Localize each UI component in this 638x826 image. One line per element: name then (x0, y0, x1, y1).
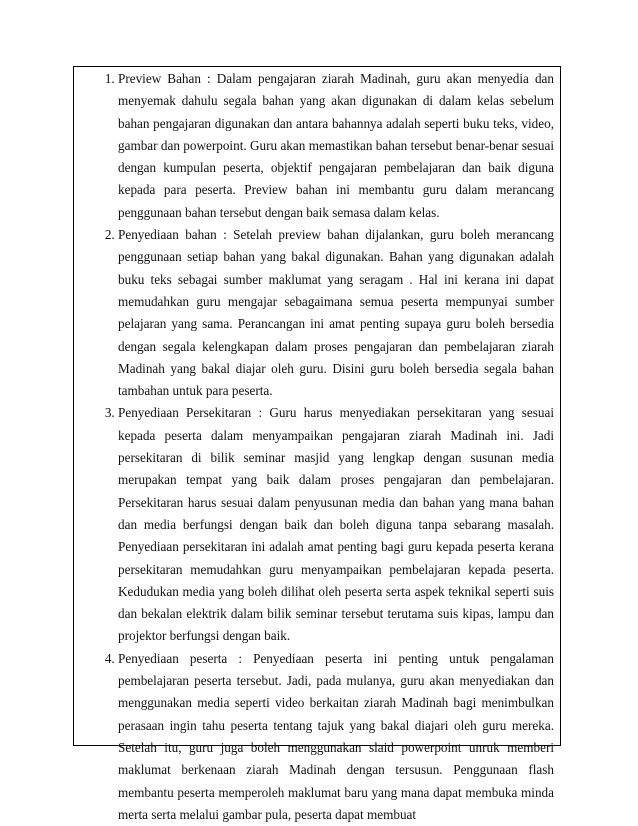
list-item-text: 4. Penyediaan peserta : Penyediaan peserta ini penting untuk pengalaman pembelajaran peserta tersebut. Jadi, pada mulanya, guru akan menyediakan dan menggunakan media seperti video berkaitan ziarah Madinah bagi menimbulkan perasaan ingin tahu peserta tentang tajuk yang bakal diajari oleh guru mereka. Setelah itu, guru juga boleh menggunakan slaid powerpoint unruk memberi maklumat berkenaan ziarah Madinah dengan tersusun. Penggunaan flash membantu peserta memperoleh maklumat baru yang mana dapat membuka minda merta serta melalui gambar pula, peserta dapat membuat (118, 650, 554, 822)
list-item-text: 1. Preview Bahan : Dalam pengajaran ziarah Madinah, guru akan menyedia dan menyemak dahulu segala bahan yang akan digunakan di dalam kelas sebelum bahan pengajaran digunakan dan antara bahannya adalah seperti buku teks, video, gambar dan powerpoint. Guru akan memastikan bahan tersebut benar-benar sesuai dengan kumpulan peserta, objektif pengajaran pembelajaran dan baik diguna kepada para peserta. Preview bahan ini membantu guru dalam merancang penggunaan bahan tersebut dengan baik semasa dalam kelas. (118, 71, 554, 220)
list-item (118, 402, 554, 647)
list-item-text: 2. Penyediaan bahan : Setelah preview bahan dijalankan, guru boleh merancang penggunaan setiap bahan yang bakal digunakan. Bahan yang digunakan adalah buku teks sebagai sumber maklumat yang seragam . Hal ini kerana ini dapat memudahkan guru mengajar sebagaimana semua peserta mempunyai sumber pelajaran yang sama. Perancangan ini amat penting supaya guru boleh bersedia dengan segala kelengkapan dalam proses pengajaran dan pembelajaran ziarah Madinah yang bakal diajar oleh guru. Disini guru boleh bersedia segala bahan tambahan untuk para peserta. (118, 227, 554, 399)
list-item (118, 68, 554, 224)
list-item (118, 224, 554, 402)
list-item (118, 648, 554, 826)
list-item-text: 3. Penyediaan Persekitaran : Guru harus menyediakan persekitaran yang sesuai kepada peserta dalam menyampaikan pengajaran ziarah Madinah ini. Jadi persekitaran di bilik seminar masjid yang lengkap dengan susunan media merupakan tempat yang baik dalam proses pengajaran dan pembelajaran. Persekitaran harus sesuai dalam penyusunan media dan bahan yang mana bahan dan media berfungsi dengan baik dan boleh diguna tanpa sebarang masalah. Penyediaan persekitaran ini adalah amat penting bagi guru kepada peserta kerana persekitaran memudahkan guru menyampaikan pembelajaran kepada peserta. Kedudukan media yang boleh dilihat oleh peserta serta aspek teknikal seperti suis dan bekalan elektrik dalam bilik seminar tersebut terutama suis kipas, lampu dan projektor berfungsi dengan baik. (118, 405, 554, 644)
steps-list (82, 68, 554, 826)
